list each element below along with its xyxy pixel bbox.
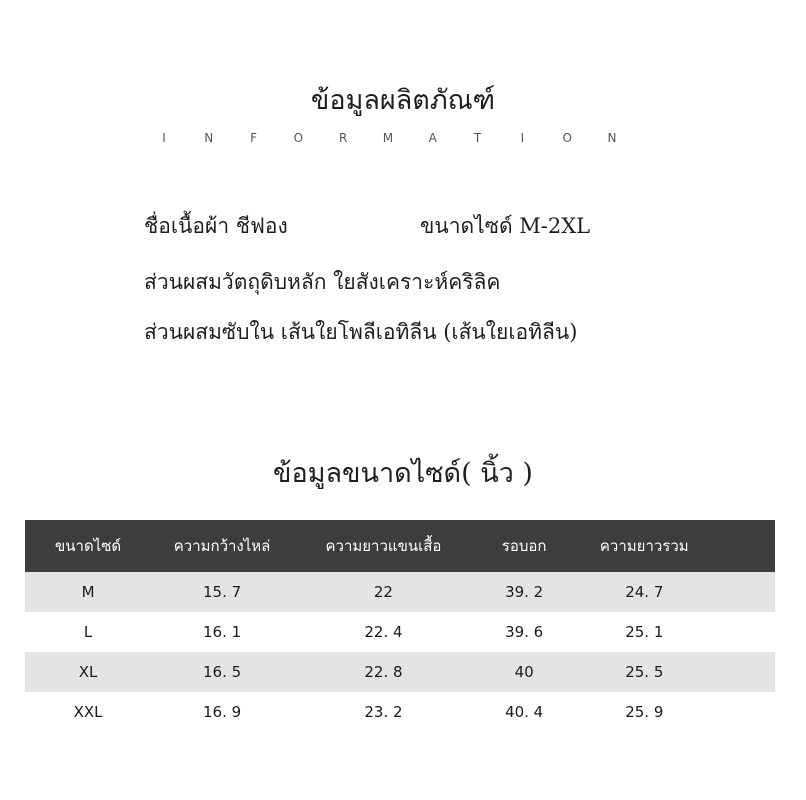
fabric-name: ชื่อเนื้อผ้า ชีฟอง [144,214,288,238]
table-cell: XXL [73,703,103,721]
table-cell-spacer [714,692,775,732]
product-info-title: ข้อมูลผลิตภัณฑ์ [310,85,496,116]
information-subtitle [150,131,626,145]
header-shoulder-width: ความกว้างไหล่ [151,520,293,572]
table-header-row [25,520,775,572]
table-row [25,652,775,692]
size-info-title: ข้อมูลขนาดไซด์( นิ้ว ) [273,458,533,489]
header-chest: รอบอก [474,520,574,572]
subtitle-letter: O [562,131,572,145]
subtitle-letter: N [204,131,214,145]
header-total-length: ความยาวรวม [574,520,714,572]
table-row [25,572,775,612]
size-range: ขนาดไซด์ M-2XL [420,214,591,238]
table-cell: XL [25,652,151,692]
table-cell: M [25,572,151,612]
table-cell: 25. 1 [625,623,664,641]
table-cell: 22. 4 [364,623,403,641]
table-cell: 24. 7 [574,572,714,612]
header-size: ขนาดไซด์ [25,520,151,572]
table-cell: 15. 7 [151,572,293,612]
table-cell: L [83,623,93,641]
table-cell-spacer [714,652,775,692]
subtitle-letter: M [382,131,394,145]
table-row [25,692,775,732]
table-cell: 22 [293,572,474,612]
subtitle-letter: R [339,131,348,145]
table-cell: 23. 2 [364,703,403,721]
subtitle-letter: A [428,131,437,145]
table-cell: 16. 5 [151,652,293,692]
table-cell: 39. 2 [474,572,574,612]
table-cell: 16. 9 [202,703,242,721]
subtitle-letter: N [607,131,617,145]
table-row [25,612,775,652]
table-cell: 39. 6 [505,623,544,641]
size-table [25,520,775,732]
subtitle-letter: I [162,131,166,145]
subtitle-letter: O [293,131,304,145]
header-spacer [714,520,775,572]
table-cell: 25. 5 [574,652,714,692]
table-cell: 40. 4 [505,703,544,721]
table-cell: 25. 9 [625,703,664,721]
main-material: ส่วนผสมวัตถุดิบหลัก ใยสังเคราะห์คริลิค [144,270,501,294]
table-cell-spacer [714,572,775,612]
table-cell-spacer [714,612,775,652]
subtitle-letter: T [473,131,482,145]
header-sleeve-length: ความยาวแขนเสื้อ [293,520,474,572]
table-cell: 22. 8 [293,652,474,692]
table-cell: 16. 1 [202,623,242,641]
lining-material: ส่วนผสมซับใน เส้นใยโพลีเอทิลีน (เส้นใยเอทิลีน) [144,320,578,344]
subtitle-letter: I [520,131,525,145]
table-cell: 40 [474,652,574,692]
subtitle-letter: F [250,131,258,145]
